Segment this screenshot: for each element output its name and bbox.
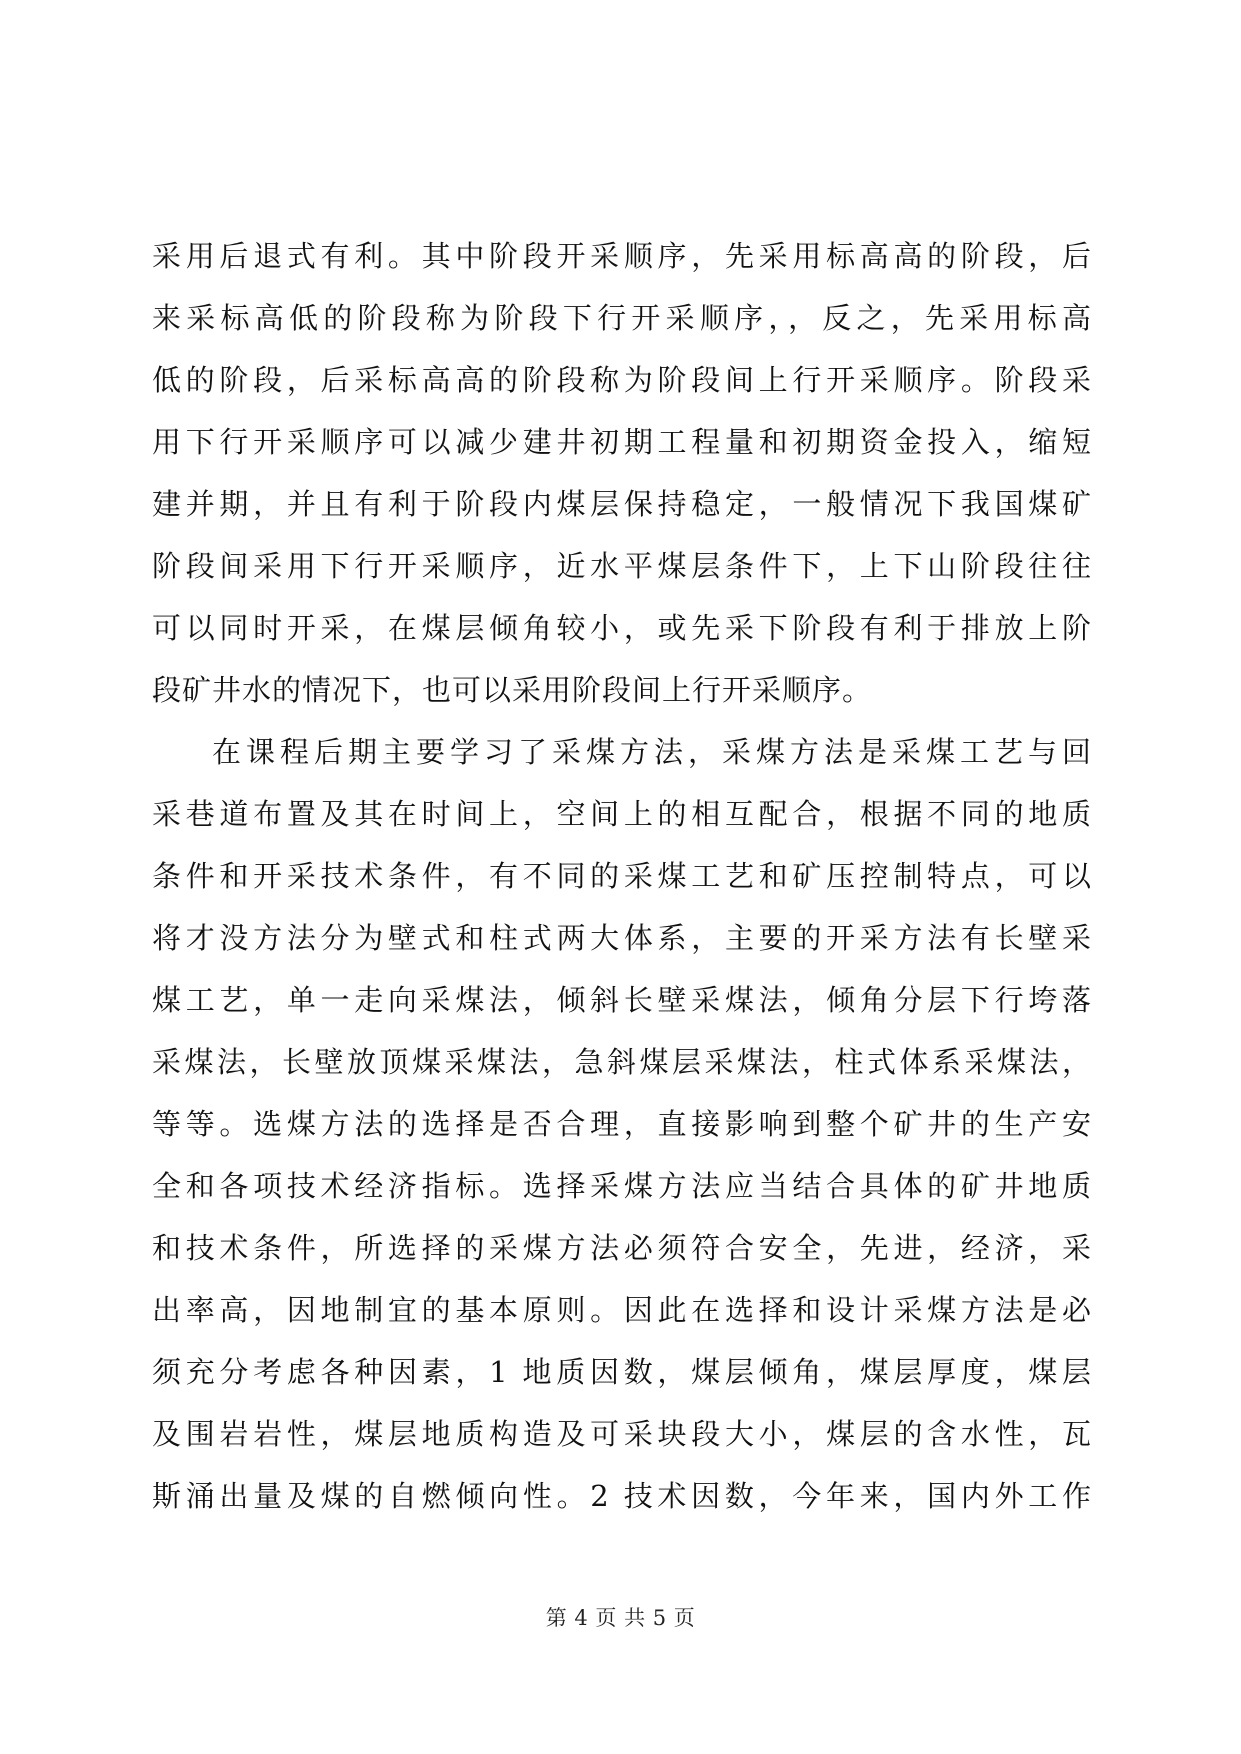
text-line: 建并期，并且有利于阶段内煤层保持稳定，一般情况下我国煤矿 <box>152 487 1092 521</box>
text-line: 斯涌出量及煤的自燃倾向性。2 技术因数，今年来，国内外工作 <box>152 1479 1092 1513</box>
text-line: 可以同时开采，在煤层倾角较小，或先采下阶段有利于排放上阶 <box>152 611 1092 645</box>
text-line: 及围岩岩性，煤层地质构造及可采块段大小，煤层的含水性，瓦 <box>152 1417 1092 1451</box>
text-line: 低的阶段，后采标高高的阶段称为阶段间上行开采顺序。阶段采 <box>152 363 1092 397</box>
paragraph-2 <box>152 721 1092 1527</box>
paragraph-1 <box>152 225 1092 721</box>
text-line: 采巷道布置及其在时间上，空间上的相互配合，根据不同的地质 <box>152 797 1092 831</box>
text-line: 阶段间采用下行开采顺序，近水平煤层条件下，上下山阶段往往 <box>152 549 1092 583</box>
text-line: 须充分考虑各种因素，1 地质因数，煤层倾角，煤层厚度，煤层 <box>152 1355 1092 1389</box>
text-line: 将才没方法分为壁式和柱式两大体系，主要的开采方法有长壁采 <box>152 921 1092 955</box>
text-line: 全和各项技术经济指标。选择采煤方法应当结合具体的矿井地质 <box>152 1169 1092 1203</box>
text-line: 采用后退式有利。其中阶段开采顺序，先采用标高高的阶段，后 <box>152 239 1092 273</box>
body-text <box>152 225 1092 1527</box>
text-line: 等等。选煤方法的选择是否合理，直接影响到整个矿井的生产安 <box>152 1107 1092 1141</box>
text-line: 条件和开采技术条件，有不同的采煤工艺和矿压控制特点，可以 <box>152 859 1092 893</box>
page-footer: 第 4 页 共 5 页 <box>545 1606 696 1630</box>
text-line: 采煤法，长壁放顶煤采煤法，急斜煤层采煤法，柱式体系采煤法， <box>152 1045 1092 1079</box>
text-line: 煤工艺，单一走向采煤法，倾斜长壁采煤法，倾角分层下行垮落 <box>152 983 1092 1017</box>
text-line: 在课程后期主要学习了采煤方法，采煤方法是采煤工艺与回 <box>212 735 1092 769</box>
text-line: 段矿井水的情况下，也可以采用阶段间上行开采顺序。 <box>152 673 873 707</box>
text-line: 和技术条件，所选择的采煤方法必须符合安全，先进，经济，采 <box>152 1231 1092 1265</box>
text-line: 用下行开采顺序可以减少建井初期工程量和初期资金投入，缩短 <box>152 425 1092 459</box>
text-line: 出率高，因地制宜的基本原则。因此在选择和设计采煤方法是必 <box>152 1293 1092 1327</box>
text-line: 来采标高低的阶段称为阶段下行开采顺序，，反之，先采用标高 <box>152 301 1092 335</box>
